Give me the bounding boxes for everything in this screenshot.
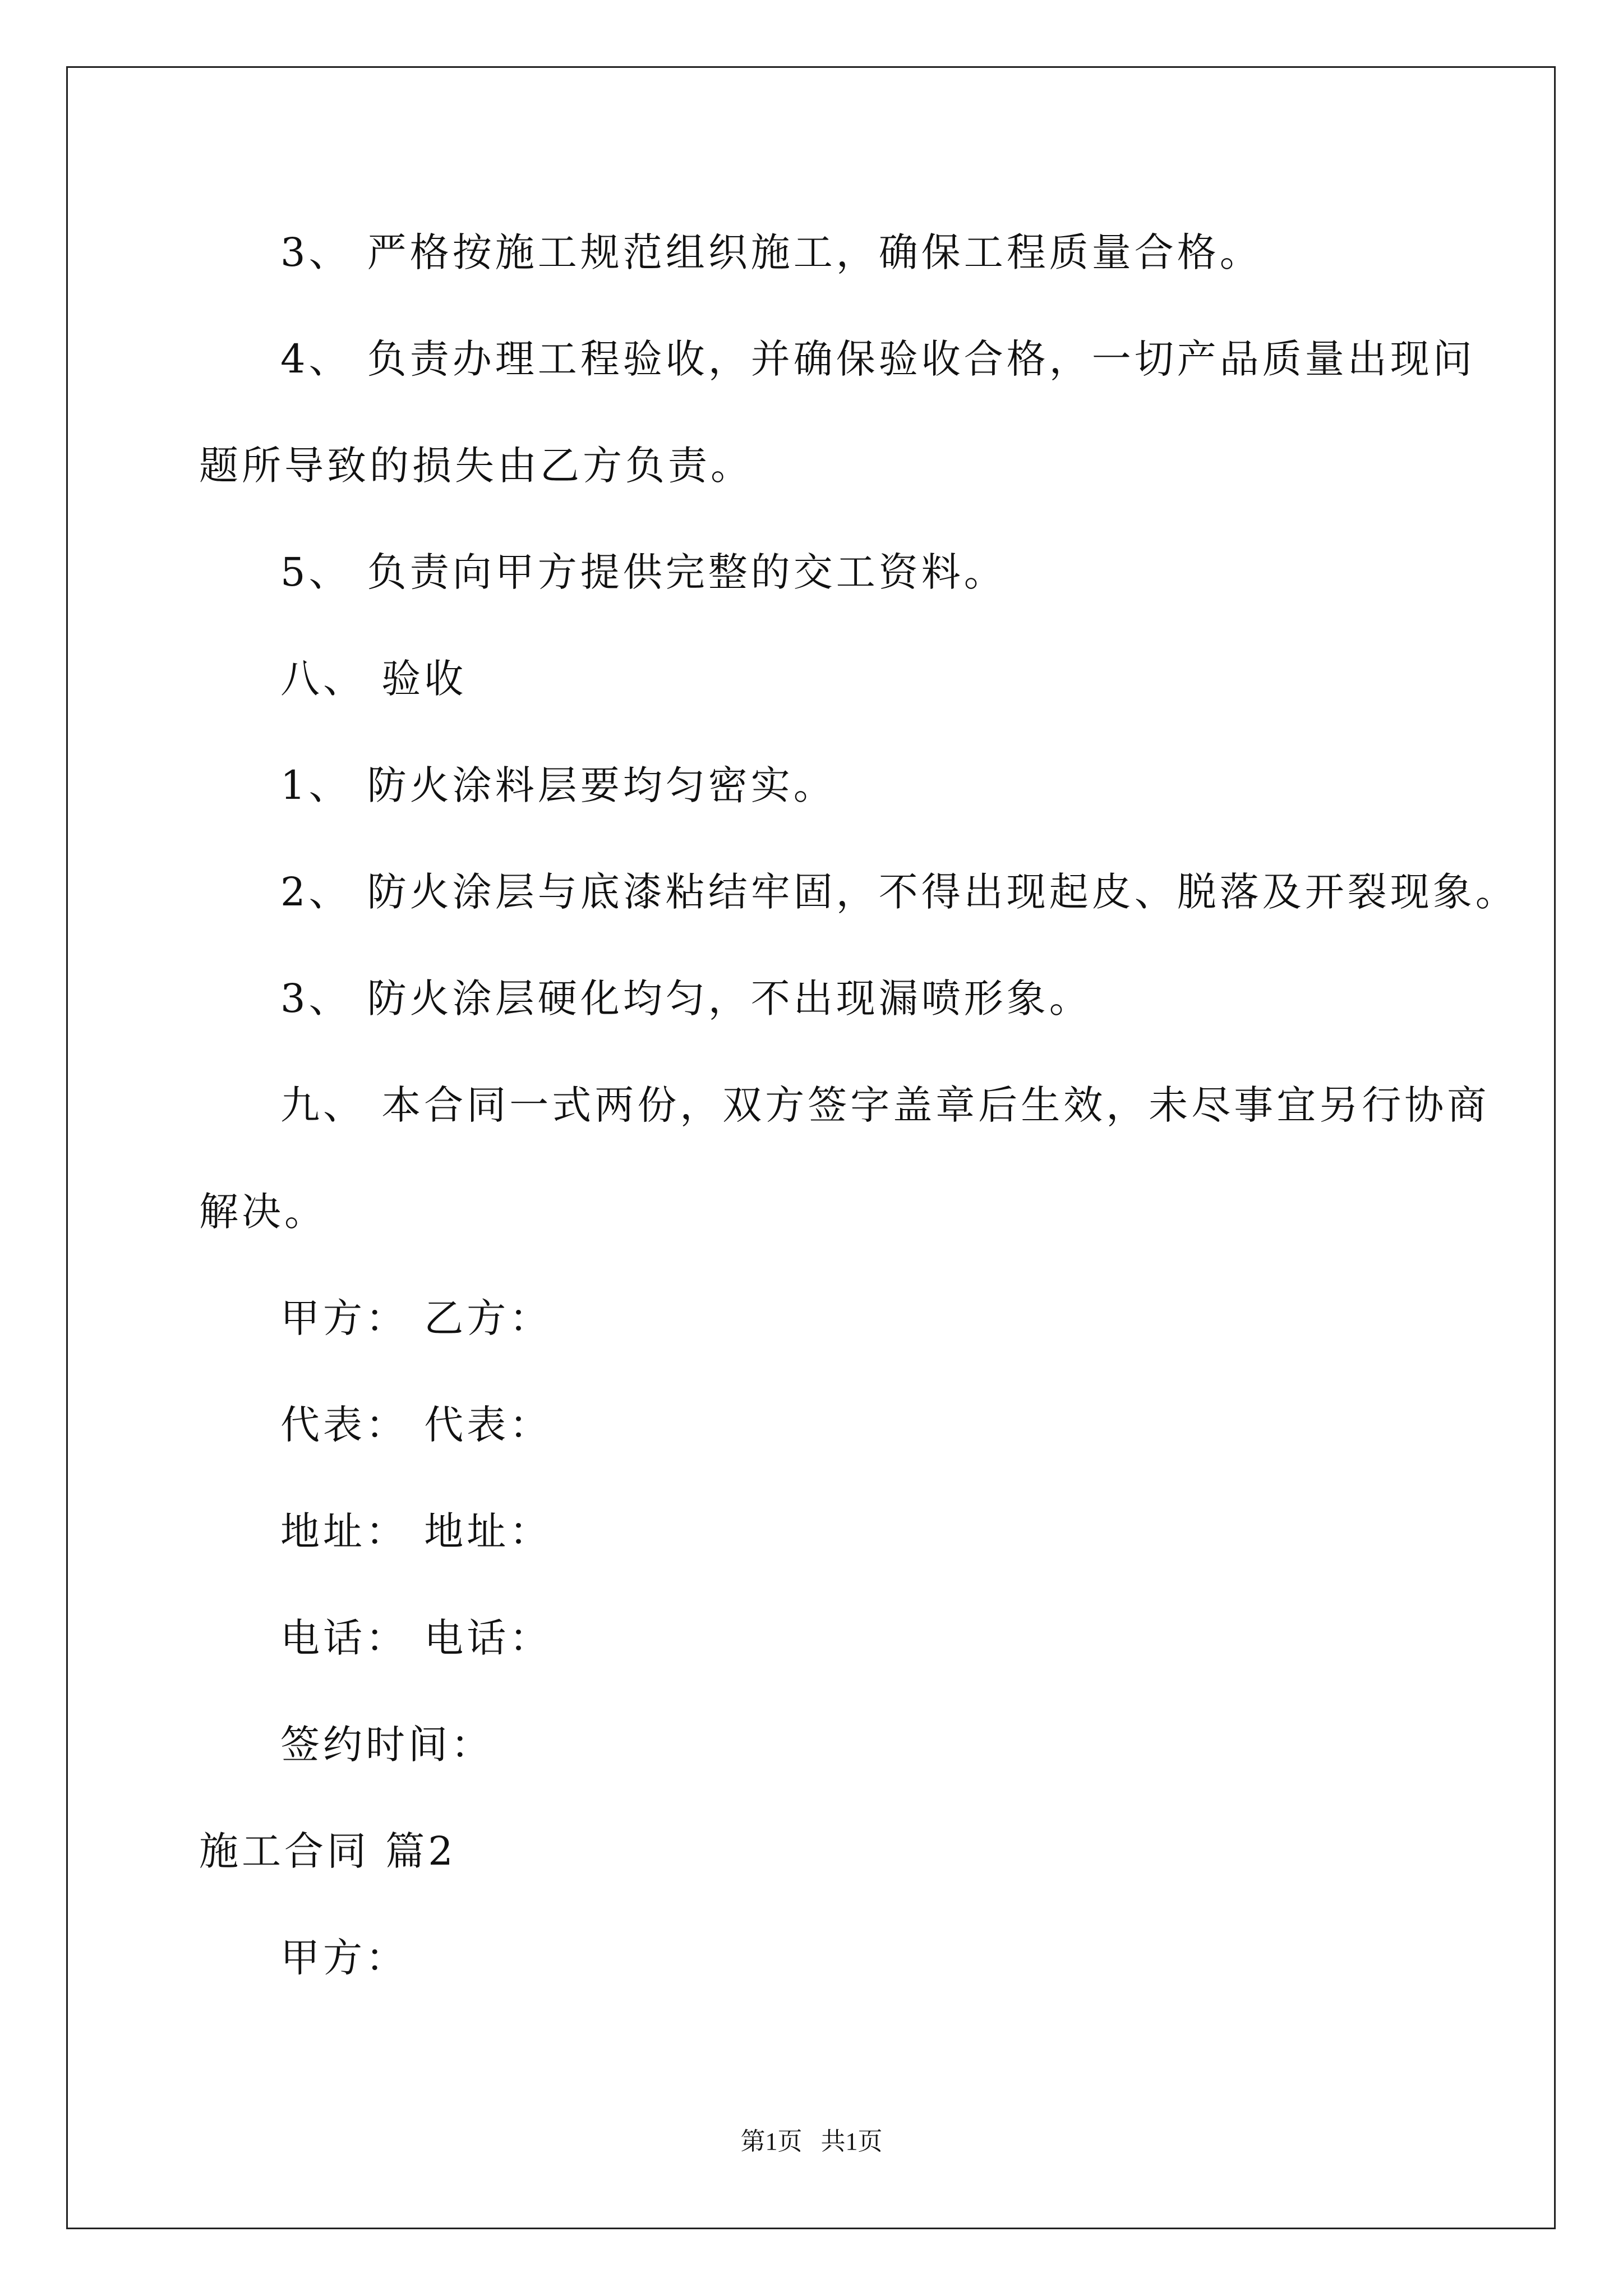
signature-address: 地址： 地址： [280,1508,552,1554]
clause-continuation: 题所导致的损失由乙方负责。 [199,443,753,489]
signature-phone: 电话： 电话： [280,1615,552,1661]
page-footer: 第1页 共1页 [740,2128,883,2155]
clause-text: 5、 负责向甲方提供完整的交工资料。 [280,549,1007,595]
clause-text: 3、 严格按施工规范组织施工，确保工程质量合格。 [280,229,1262,275]
signature-representative: 代表： 代表： [280,1402,552,1448]
signature-party: 甲方： 乙方： [280,1295,552,1341]
signature-date: 签约时间： [280,1722,494,1768]
clause-text: 1、 防火涂料层要均匀密实。 [280,762,836,808]
section-heading: 八、 验收 [280,656,467,702]
clause-text: 3、 防火涂层硬化均匀，不出现漏喷形象。 [280,976,1092,1022]
clause-text: 2、 防火涂层与底漆粘结牢固，不得出现起皮、脱落及开裂现象。 [280,869,1518,915]
clause-text: 九、 本合同一式两份，双方签字盖章后生效，未尽事宜另行协商 [280,1082,1490,1128]
document-title: 施工合同 篇2 [199,1828,457,1874]
clause-continuation: 解决。 [199,1189,327,1235]
clause-text: 4、 负责办理工程验收，并确保验收合格，一切产品质量出现问 [280,336,1476,382]
party-a-label: 甲方： [280,1935,408,1981]
